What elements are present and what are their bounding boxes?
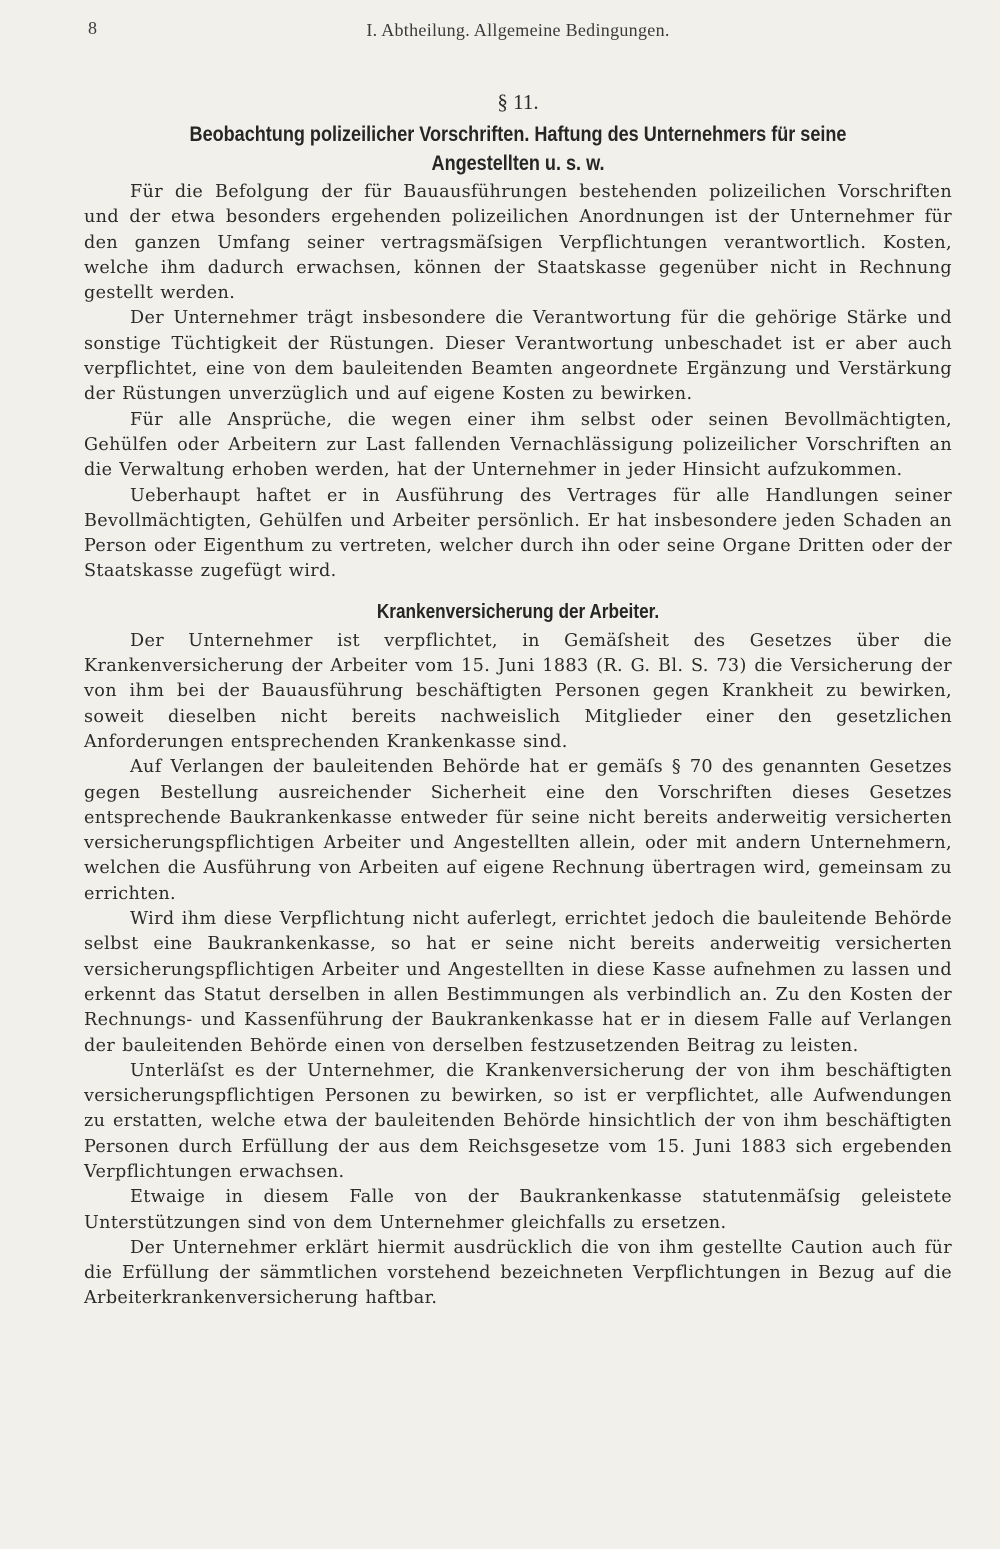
- section-title: Beobachtung polizeilicher Vorschriften. Haftung des Unternehmers für seine Angestellten u. s. w.: [189, 123, 847, 175]
- paragraph: Der Unternehmer erklärt hiermit ausdrücklich die von ihm gestellte Caution auch für die Erfüllung der sämmtlichen vorstehend bezeichneten Verpflichtungen in Bezug auf die Arbeiterkrankenversicherung haftbar.: [84, 1237, 952, 1309]
- paragraph: Der Unternehmer ist verpflichtet, in Gemäſsheit des Gesetzes über die Krankenversicherung der Arbeiter vom 15. Juni 1883 (R. G. Bl. S. 73) die Versicherung der von ihm bei der Bauausführung beschäftigten Personen gegen Krankheit zu bewirken, soweit dieselben nicht bereits nachweislich Mitglieder einer den gesetzlichen Anforderungen entsprechenden Krankenkasse sind.: [84, 630, 952, 752]
- subsection-body: [84, 629, 952, 1312]
- running-head: [84, 16, 952, 46]
- paragraph: Unterläſst es der Unternehmer, die Krankenversicherung der von ihm beschäftigten versicherungspflichtigen Personen zu bewirken, so ist er verpflichtet, alle Aufwendungen zu erstatten, welche etwa der bauleitenden Behörde hinsichtlich der von ihm beschäftigten Personen durch Erfüllung der aus dem Reichsgesetze vom 15. Juni 1883 sich ergebenden Verpflichtungen erwachsen.: [84, 1060, 952, 1182]
- running-title: I. Abtheilung. Allgemeine Bedingungen.: [366, 20, 670, 40]
- paragraph: Für alle Ansprüche, die wegen einer ihm selbst oder seinen Bevollmächtigten, Gehülfen oder Arbeitern zur Last fallenden Vernachlässigung polizeilicher Vorschriften an die Verwaltung erhoben werden, hat der Unternehmer in jeder Hinsicht aufzukommen.: [84, 409, 952, 481]
- paragraph: Der Unternehmer trägt insbesondere die Verantwortung für die gehörige Stärke und sonstige Tüchtigkeit der Rüstungen. Dieser Verantwortung unbeschadet ist er aber auch verpflichtet, eine von dem bauleitenden Beamten angeordnete Ergänzung und Verstärkung der Rüstungen unverzüglich und auf eigene Kosten zu bewirken.: [84, 308, 952, 405]
- section-body: [84, 180, 952, 585]
- subsection-title: Krankenversicherung der Arbeiter.: [376, 600, 660, 623]
- paragraph: Auf Verlangen der bauleitenden Behörde hat er gemäſs § 70 des genannten Gesetzes gegen Bestellung ausreichender Sicherheit eine den Vorschriften dieses Gesetzes entsprechende Baukrankenkasse entweder für seine nicht bereits anderweitig versicherten versicherungspflichtigen Arbeiter und Angestellten allein, oder mit andern Unternehmern, welchen die Ausführung von Arbeiten auf eigene Rechnung übertragen wird, gemeinsam zu errichten.: [84, 757, 952, 904]
- paragraph: Für die Befolgung der für Bauausführungen bestehenden polizeilichen Vorschriften und der etwa besonders ergehenden polizeilichen Anordnungen ist der Unternehmer für den ganzen Umfang seiner vertragsmäſsigen Verpflichtungen verantwortlich. Kosten, welche ihm dadurch erwachsen, können der Staatskasse gegenüber nicht in Rechnung gestellt werden.: [84, 182, 952, 304]
- paragraph: Ueberhaupt haftet er in Ausführung des Vertrages für alle Handlungen seiner Bevollmächtigten, Gehülfen und Arbeiter persönlich. Er hat insbesondere jeden Schaden an Person oder Eigenthum zu vertreten, welcher durch ihn oder seine Organe Dritten oder der Staatskasse zugefügt wird.: [84, 485, 952, 582]
- paragraph: Wird ihm diese Verpflichtung nicht auferlegt, errichtet jedoch die bauleitende Behörde selbst eine Baukrankenkasse, so hat er seine nicht bereits anderweitig versicherten versicherungspflichtigen Arbeiter und Angestellten in diese Kasse aufnehmen zu lassen und erkennt das Statut derselben in allen Bestimmungen als verbindlich an. Zu den Kosten der Rechnungs- und Kassenführung der Baukrankenkasse hat er in diesem Falle auf Verlangen der bauleitenden Behörde einen von derselben festzusetzenden Beitrag zu leisten.: [84, 909, 952, 1056]
- page-number: 8: [88, 18, 97, 38]
- paragraph: Etwaige in diesem Falle von der Baukrankenkasse statutenmäſsig geleistete Unterstützungen sind von dem Unternehmer gleichfalls zu ersetzen.: [84, 1187, 952, 1233]
- section-number: § 11.: [497, 90, 539, 114]
